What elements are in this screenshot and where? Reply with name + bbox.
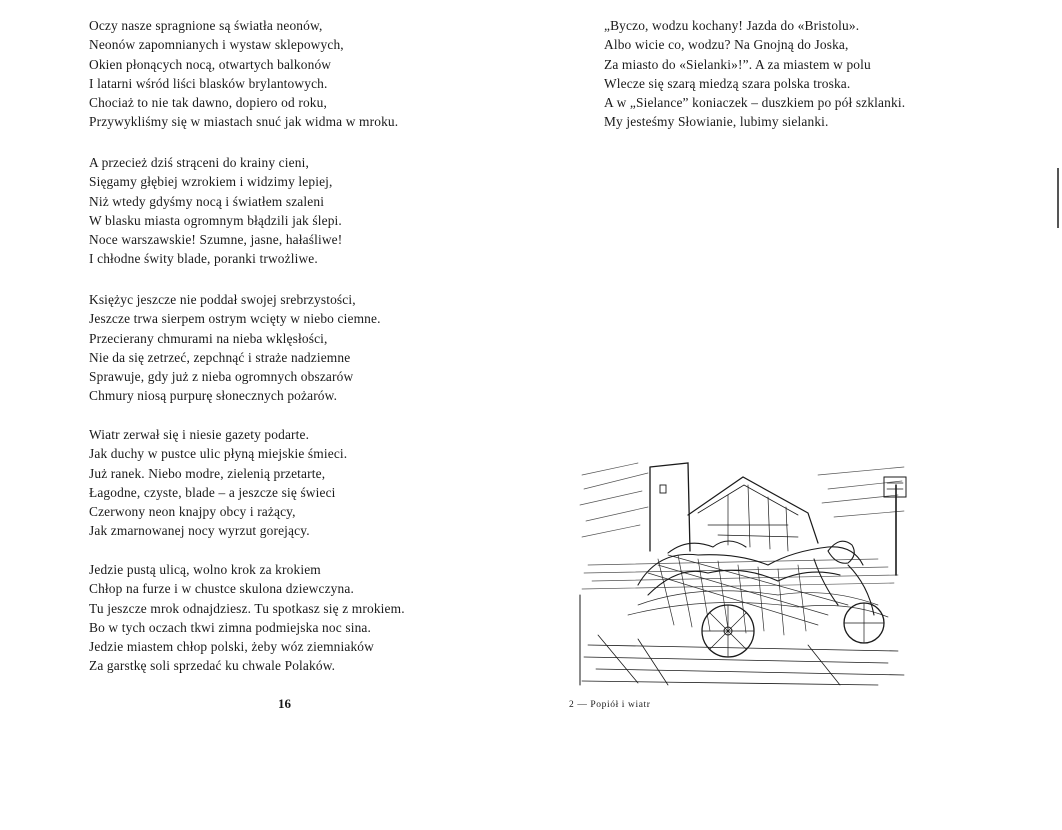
verse-line: Jak zmarnowanej nocy wyrzut gorejący. [89,523,310,539]
verse-line: Jedzie miastem chłop polski, żeby wóz ziemniaków [89,639,374,655]
verse-line: W blasku miasta ogromnym błądzili jak ślepi. [89,212,342,228]
verse-line: Za garstkę soli sprzedać ku chwale Polaków. [89,658,336,674]
verse-line: Nie da się zetrzeć, zepchnąć i straże nadziemne [89,349,351,365]
verse-line: Przywykliśmy się w miastach snuć jak widma w mroku. [89,114,399,130]
page-number: 16 [278,696,291,711]
verse-line: Czerwony neon knajpy obcy i rażący, [89,504,296,520]
verse-line: Chmury niosą purpurę słonecznych pożarów. [89,388,338,404]
verse-line: Tu jeszcze mrok odnajdziesz. Tu spotkasz się z mrokiem. [89,600,405,616]
page-edge-mark [1057,168,1059,228]
verse-line: „Byczo, wodzu kochany! Jazda do «Bristolu». [604,18,860,33]
verse-line: Neonów zapomnianych i wystaw sklepowych, [89,37,344,53]
verse-line: I chłodne świty blade, poranki trwożliwe. [89,251,318,267]
verse-line: Jedzie pustą ulicą, wolno krok za krokiem [89,562,321,577]
verse-line: Księżyc jeszcze nie poddał swojej srebrzystości, [89,292,356,307]
verse-line: Niż wtedy gdyśmy nocą i światłem szaleni [89,193,325,209]
verse-line: I latarni wśród liści blasków brylantowych. [89,75,328,91]
stanza-4 [89,425,347,541]
stanza-2 [89,153,342,269]
verse-line: Już ranek. Niebo modre, zielenią przetarte, [89,465,326,481]
verse-line: A przecież dziś strąceni do krainy cieni, [89,155,309,170]
right-page [531,0,1062,830]
verse-line: Wiatr zerwał się i niesie gazety podarte. [89,427,310,442]
verse-line: Jeszcze trwa sierpem ostrym wcięty w niebo ciemne. [89,311,381,327]
stanza-1 [89,16,398,132]
verse-line: Oczy nasze spragnione są światła neonów, [89,18,323,33]
verse-line: My jesteśmy Słowianie, lubimy sielanki. [604,114,829,130]
verse-line: A w „Sielance” koniaczek – duszkiem po pół szklanki. [604,95,906,111]
chapter-caption: 2 — Popiół i wiatr [569,700,651,710]
street-sketch-illustration [578,455,908,687]
verse-line: Chłop na furze i w chustce skulona dziewczyna. [89,581,354,597]
verse-line: Jak duchy w pustce ulic płyną miejskie śmieci. [89,446,348,462]
verse-line: Sięgamy głębiej wzrokiem i widzimy lepiej, [89,174,333,190]
verse-line: Noce warszawskie! Szumne, jasne, hałaśliwe! [89,232,343,248]
left-page [0,0,530,830]
stanza-5 [89,560,405,676]
stanza-right-1 [604,16,905,132]
verse-line: Wlecze się szarą miedzą szara polska troska. [604,75,851,91]
verse-line: Sprawuje, gdy już z nieba ogromnych obszarów [89,369,354,385]
verse-line: Okien płonących nocą, otwartych balkonów [89,56,332,72]
verse-line: Chociaż to nie tak dawno, dopiero od roku, [89,95,327,111]
verse-line: Przecierany chmurami na nieba wklęsłości, [89,330,328,346]
stanza-3 [89,290,381,406]
verse-line: Albo wicie co, wodzu? Na Gnojną do Joska, [604,37,849,53]
verse-line: Za miasto do «Sielanki»!”. A za miastem w polu [604,56,871,72]
verse-line: Bo w tych oczach tkwi zimna podmiejska noc sina. [89,619,372,635]
verse-line: Łagodne, czyste, blade – a jeszcze się świeci [89,484,336,500]
